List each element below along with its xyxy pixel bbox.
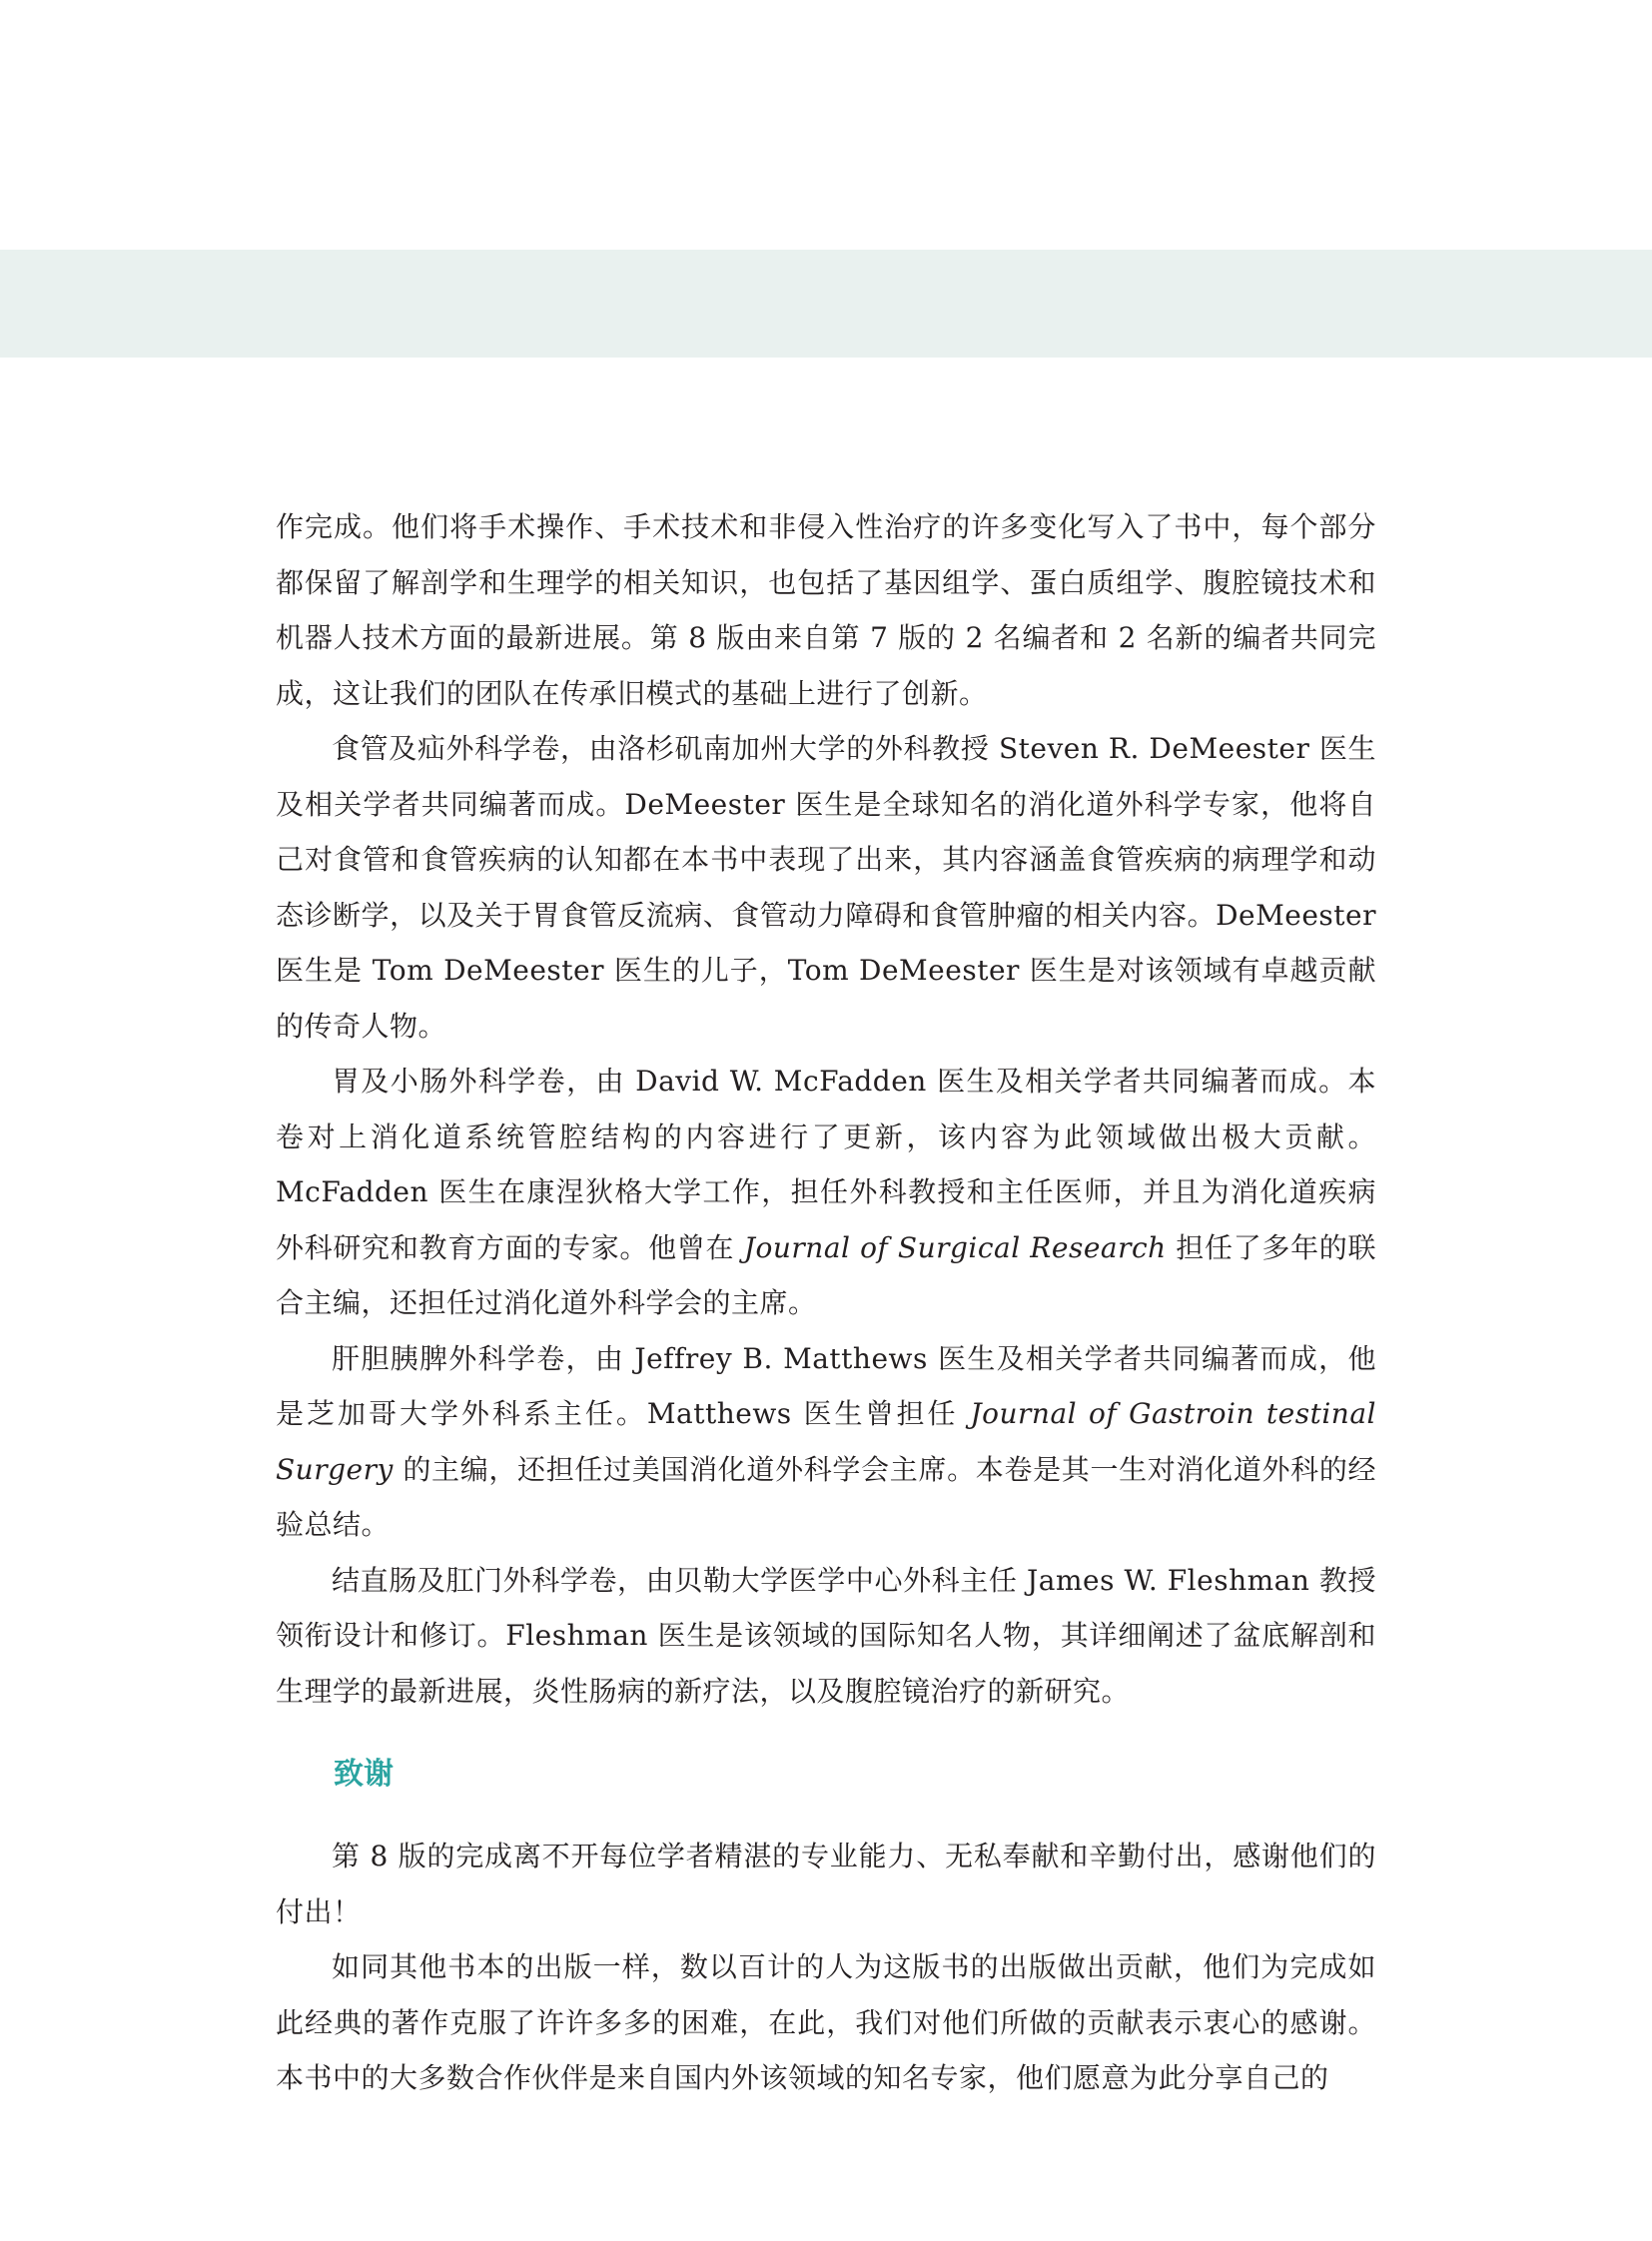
paragraph-stomach-volume [276,1054,1376,1331]
text-run: 的主编，还担任过美国消化道外科学会主席。本卷是其一生对消化道外科的经验总结。 [276,1452,1376,1541]
journal-title: Journal of Gastroin testinal Surgery [276,1397,1376,1486]
section-heading-acknowledgements: 致谢 [334,1757,394,1792]
text-run: 担任了多年的联合主编，还担任过消化道外科学会的主席。 [276,1230,1377,1319]
paragraph-esophagus-volume: 食管及疝外科学卷，由洛杉矶南加州大学的外科教授 Steven R. DeMeester 医生及相关学者共同编著而成。DeMeester 医生是全球知名的消化道外科学专家，他将自己对食管和食管疾病的认知都在本书中表现了出来，其内容涵盖食管疾病的病理学和动态诊断学，以及关于胃食管反流病、食管动力障碍和食管肿瘤的相关内容。DeMeester 医生是 Tom DeMeester 医生的儿子，Tom DeMeester 医生是对该领域有卓越贡献的传奇人物。 [276,732,1376,1043]
paragraph-colorectal-volume: 结直肠及肛门外科学卷，由贝勒大学医学中心外科主任 James W. Fleshman 教授领衔设计和修订。Fleshman 医生是该领域的国际知名人物，其详细阐述了盆底解剖和生理学的最新进展，炎性肠病的新疗法，以及腹腔镜治疗的新研究。 [276,1563,1376,1708]
journal-title: Journal of Surgical Research [743,1230,1167,1264]
paragraph-hepatobiliary-volume [276,1331,1376,1553]
paragraph-thanks: 第 8 版的完成离不开每位学者精湛的专业能力、无私奉献和辛勤付出，感谢他们的付出！ [276,1840,1376,1928]
paragraph-continuation: 作完成。他们将手术操作、手术技术和非侵入性治疗的许多变化写入了书中，每个部分都保留了解剖学和生理学的相关知识，也包括了基因组学、蛋白质组学、腹腔镜技术和机器人技术方面的最新进展。第 8 版由来自第 7 版的 2 名编者和 2 名新的编者共同完成，这让我们的团队在传承旧模式的基础上进行了创新。 [276,510,1376,710]
paragraph-contributors: 如同其他书本的出版一样，数以百计的人为这版书的出版做出贡献，他们为完成如此经典的著作克服了许许多多的困难，在此，我们对他们所做的贡献表示衷心的感谢。本书中的大多数合作伙伴是来自国内外该领域的知名专家，他们愿意为此分享自己的 [276,1950,1376,2094]
header-band [0,250,1652,358]
page-body [276,499,1376,2106]
text-run: 胃及小肠外科学卷，由 David W. McFadden 医生及相关学者共同编著而成。本卷对上消化道系统管腔结构的内容进行了更新，该内容为此领域做出极大贡献。McFadden 医生在康涅狄格大学工作，担任外科教授和主任医师，并且为消化道疾病外科研究和教育方面的专家。他曾在 [276,1065,1376,1264]
text-run: 肝胆胰脾外科学卷，由 Jeffrey B. Matthews 医生及相关学者共同编著而成，他是芝加哥大学外科系主任。Matthews 医生曾担任 [276,1341,1376,1430]
